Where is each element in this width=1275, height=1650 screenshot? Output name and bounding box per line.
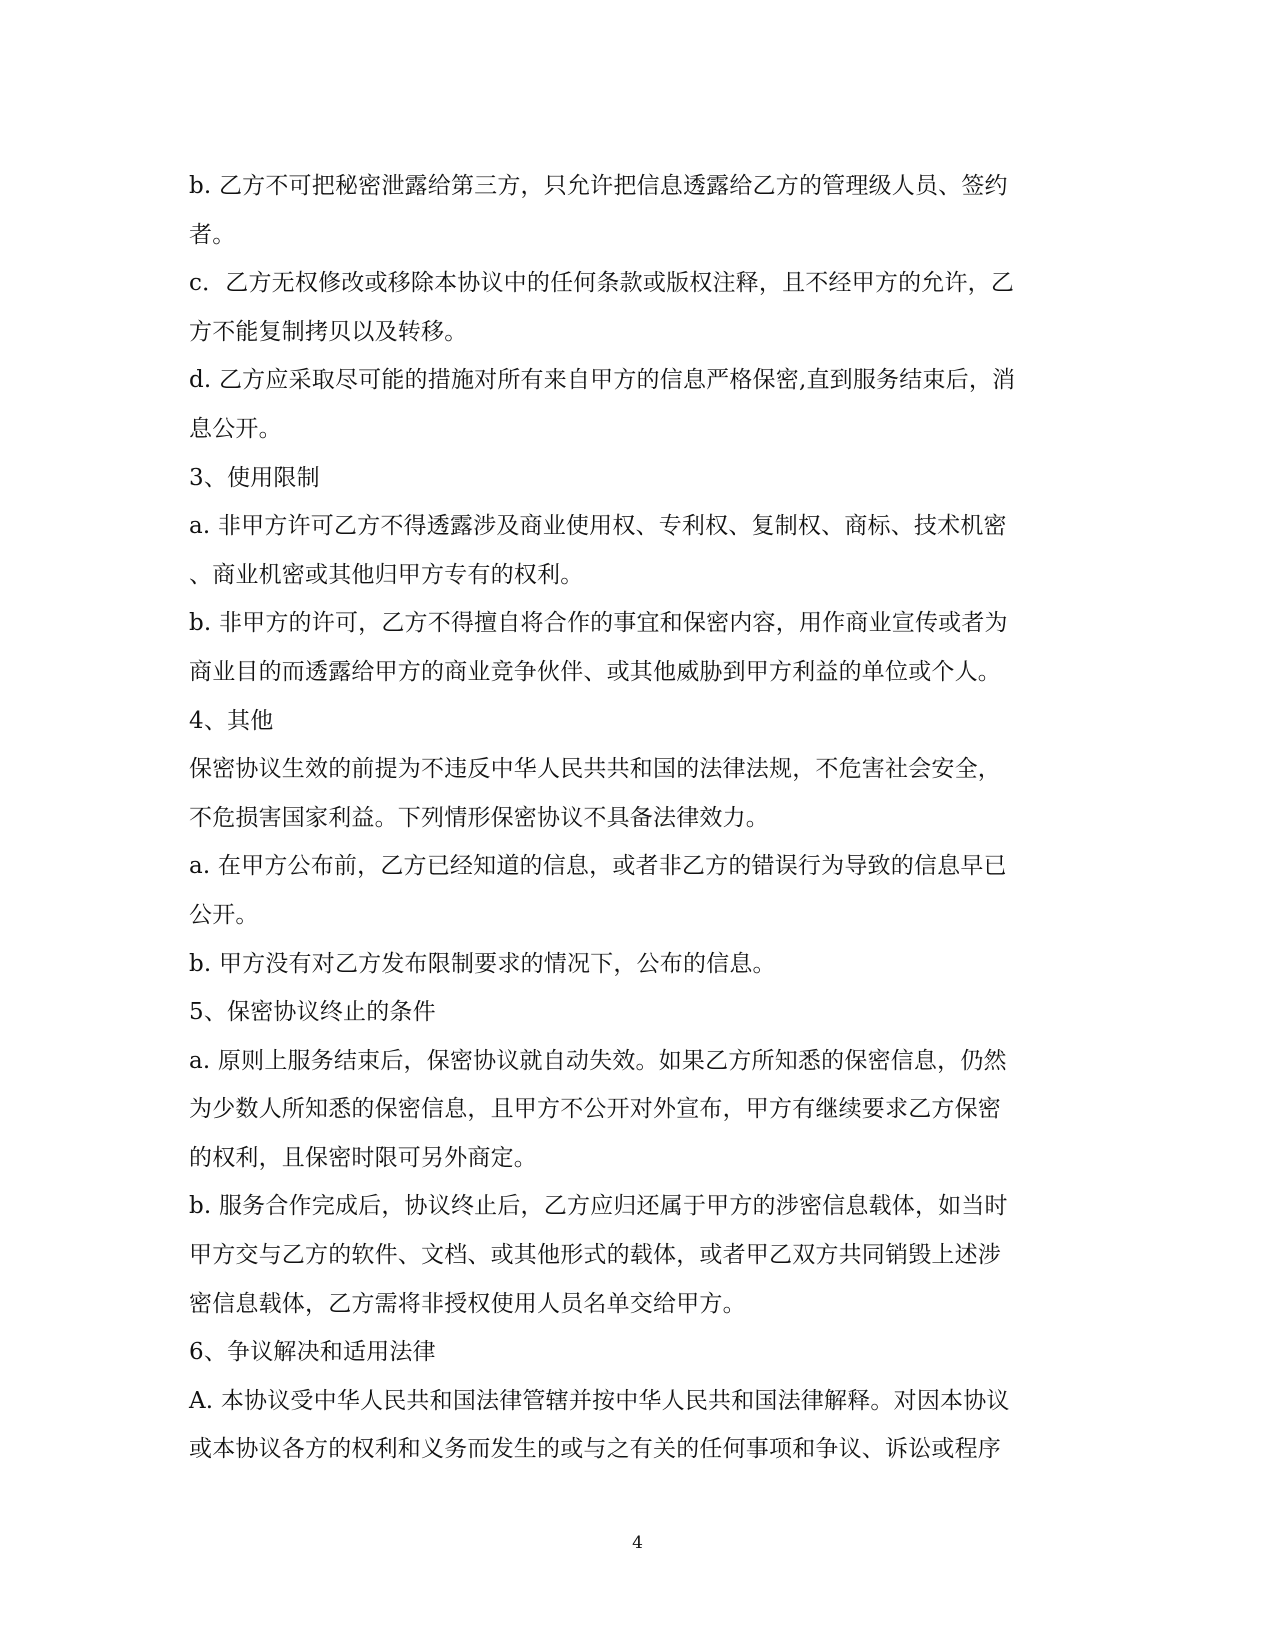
text-line: b. 非甲方的许可，乙方不得擅自将合作的事宜和保密内容，用作商业宣传或者为: [189, 610, 1008, 637]
text-line: a. 原则上服务结束后，保密协议就自动失效。如果乙方所知悉的保密信息，仍然: [189, 1047, 1007, 1074]
text-line: b. 服务合作完成后，协议终止后，乙方应归还属于甲方的涉密信息载体，如当时: [189, 1193, 1008, 1220]
text-line: d. 乙方应采取尽可能的措施对所有来自甲方的信息严格保密,直到服务结束后，消: [189, 367, 1016, 394]
text-line: 息公开。: [189, 415, 282, 442]
text-line: 、商业机密或其他归甲方专有的权利。: [189, 561, 584, 588]
section-heading: 3、使用限制: [189, 464, 320, 491]
text-line: 的权利，且保密时限可另外商定。: [189, 1144, 537, 1171]
text-line: 保密协议生效的前提为不违反中华人民共共和国的法律法规，不危害社会安全，: [189, 756, 1001, 783]
section-heading: 5、保密协议终止的条件: [189, 999, 436, 1026]
text-line: 为少数人所知悉的保密信息，且甲方不公开对外宣布，甲方有继续要求乙方保密: [189, 1096, 1001, 1123]
section-heading: 6、争议解决和适用法律: [189, 1339, 436, 1366]
text-line: b. 甲方没有对乙方发布限制要求的情况下，公布的信息。: [189, 950, 776, 977]
document-body: [189, 162, 1089, 1474]
text-line: A. 本协议受中华人民共和国法律管辖并按中华人民共和国法律解释。对因本协议: [189, 1387, 1010, 1414]
text-line: 甲方交与乙方的软件、文档、或其他形式的载体，或者甲乙双方共同销毁上述涉: [189, 1242, 1001, 1269]
text-line: 不危损害国家利益。下列情形保密协议不具备法律效力。: [189, 804, 769, 831]
text-line: 商业目的而透露给甲方的商业竞争伙伴、或其他威胁到甲方利益的单位或个人。: [189, 658, 1001, 685]
text-line: c．乙方无权修改或移除本协议中的任何条款或版权注释，且不经甲方的允许，乙: [189, 270, 1015, 297]
text-line: 或本协议各方的权利和义务而发生的或与之有关的任何事项和争议、诉讼或程序: [189, 1436, 1001, 1463]
text-line: 密信息载体，乙方需将非授权使用人员名单交给甲方。: [189, 1290, 746, 1317]
text-line: a. 非甲方许可乙方不得透露涉及商业使用权、专利权、复制权、商标、技术机密: [189, 513, 1007, 540]
text-line: 公开。: [189, 901, 259, 928]
page-number: 4: [632, 1533, 643, 1553]
text-line: a. 在甲方公布前，乙方已经知道的信息，或者非乙方的错误行为导致的信息早已: [189, 853, 1007, 880]
text-line: b. 乙方不可把秘密泄露给第三方，只允许把信息透露给乙方的管理级人员、签约: [189, 173, 1008, 199]
text-line: 者。: [189, 221, 236, 248]
section-heading: 4、其他: [189, 707, 274, 734]
text-line: 方不能复制拷贝以及转移。: [189, 318, 468, 345]
